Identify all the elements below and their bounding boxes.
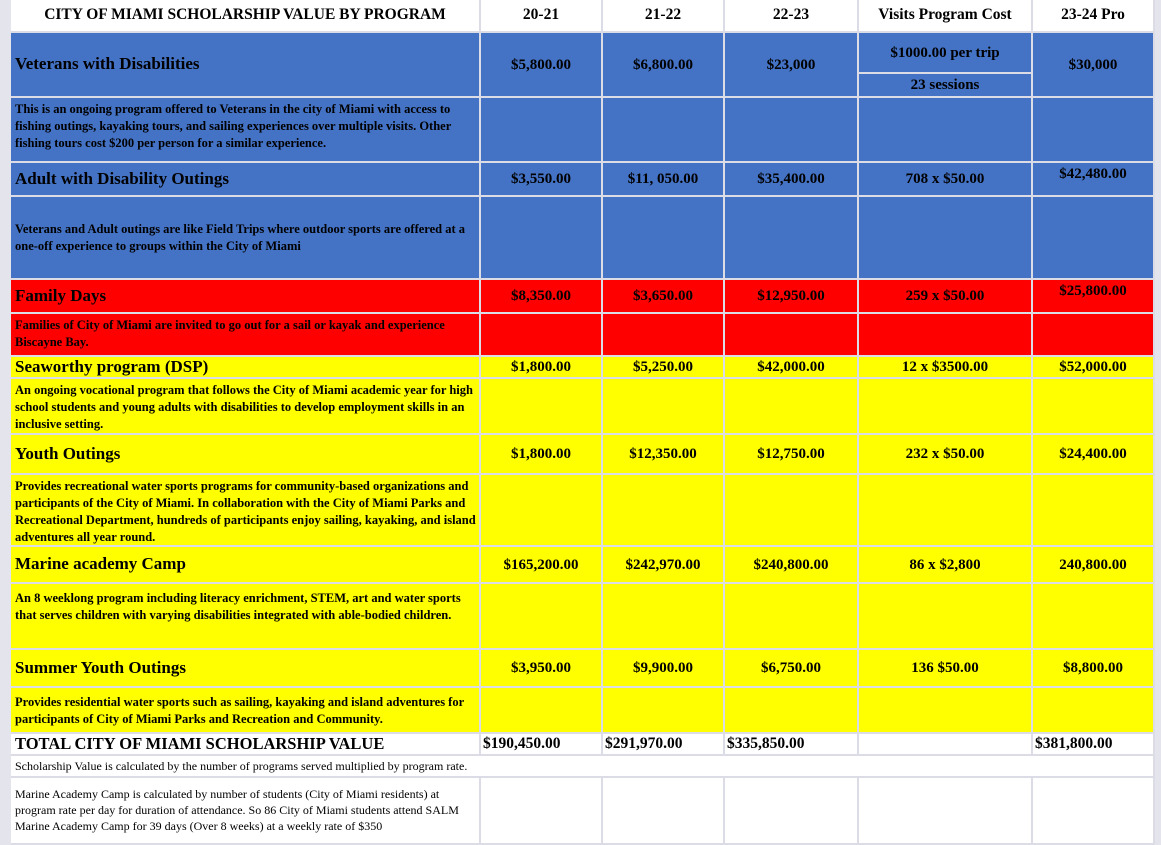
visits-cost: 12 x $3500.00 — [859, 357, 1033, 379]
description-row-family-days — [11, 314, 1155, 357]
visits-cost: 708 x $50.00 — [859, 163, 1033, 197]
value-2122: $242,970.00 — [603, 547, 725, 584]
program-name: Family Days — [11, 280, 481, 314]
calc-note-row — [11, 756, 1155, 778]
visits-cost: 136 $50.00 — [859, 650, 1033, 688]
value-2223: $42,000.00 — [725, 357, 859, 379]
total-2223: $335,850.00 — [725, 734, 859, 756]
header-col-2021: 20-21 — [481, 0, 603, 33]
program-row-youth-outings — [11, 435, 1155, 475]
description-row-adult-outings — [11, 197, 1155, 280]
visits-cost: $1000.00 per trip — [859, 33, 1031, 74]
program-row-family-days — [11, 280, 1155, 314]
total-2122: $291,970.00 — [603, 734, 725, 756]
program-name: Marine academy Camp — [11, 547, 481, 584]
total-visits — [859, 734, 1033, 756]
total-2324: $381,800.00 — [1033, 734, 1155, 756]
value-2324: $52,000.00 — [1033, 357, 1155, 379]
value-2223: $23,000 — [725, 33, 859, 98]
program-description: This is an ongoing program offered to Veterans in the city of Miami with access to fishing outings, kayaking tours, and sailing experiences over multiple visits. Other fishing tours cost $200 per person for a similar experience. — [11, 98, 481, 163]
value-2122: $12,350.00 — [603, 435, 725, 475]
value-2122: $3,650.00 — [603, 280, 725, 314]
value-2223: $35,400.00 — [725, 163, 859, 197]
header-title: CITY OF MIAMI SCHOLARSHIP VALUE BY PROGRAM — [11, 0, 481, 33]
program-description: An 8 weeklong program including literacy enrichment, STEM, art and water sports that serves children with varying disabilities integrated with able-bodied children. — [11, 584, 481, 650]
description-row-summer-youth — [11, 688, 1155, 734]
total-2021: $190,450.00 — [481, 734, 603, 756]
value-2021: $3,550.00 — [481, 163, 603, 197]
program-name: Seaworthy program (DSP) — [11, 357, 481, 379]
program-description: An ongoing vocational program that follows the City of Miami academic year for high school students and young adults with disabilities to develop employment skills in an inclusive setting. — [11, 379, 481, 435]
calc-note: Scholarship Value is calculated by the number of programs served multiplied by program rate. — [11, 756, 1155, 778]
header-col-visits: Visits Program Cost — [859, 0, 1033, 33]
value-2324: $25,800.00 — [1033, 280, 1155, 314]
header-col-2122: 21-22 — [603, 0, 725, 33]
visits-cost: 232 x $50.00 — [859, 435, 1033, 475]
marine-note: Marine Academy Camp is calculated by number of students (City of Miami residents) at program rate per day for duration of attendance. So 86 City of Miami students attend SALM Marine Academy Camp for 39 days (Over 8 weeks) at a weekly rate of $350 — [11, 778, 481, 845]
header-col-2223: 22-23 — [725, 0, 859, 33]
description-row-veterans — [11, 98, 1155, 163]
value-2122: $9,900.00 — [603, 650, 725, 688]
value-2324: $24,400.00 — [1033, 435, 1155, 475]
value-2324: 240,800.00 — [1033, 547, 1155, 584]
value-2021: $165,200.00 — [481, 547, 603, 584]
header-col-2324: 23-24 Pro — [1033, 0, 1155, 33]
visits-sessions: 23 sessions — [910, 77, 980, 93]
description-row-marine-academy — [11, 584, 1155, 650]
program-description: Families of City of Miami are invited to go out for a sail or kayak and experience Biscayne Bay. — [11, 314, 481, 357]
program-row-adult-outings — [11, 163, 1155, 197]
value-2122: $6,800.00 — [603, 33, 725, 98]
total-label: TOTAL CITY OF MIAMI SCHOLARSHIP VALUE — [11, 734, 481, 756]
value-2223: $12,750.00 — [725, 435, 859, 475]
value-2021: $1,800.00 — [481, 435, 603, 475]
program-row-seaworthy — [11, 357, 1155, 379]
program-description: Provides residential water sports such as sailing, kayaking and island adventures for participants of City of Miami Parks and Recreation and Community. — [11, 688, 481, 734]
value-2021: $5,800.00 — [481, 33, 603, 98]
value-2223: $240,800.00 — [725, 547, 859, 584]
value-2021: $3,950.00 — [481, 650, 603, 688]
value-2122: $11, 050.00 — [603, 163, 725, 197]
value-2223: $6,750.00 — [725, 650, 859, 688]
visits-cost: 259 x $50.00 — [859, 280, 1033, 314]
header-row — [11, 0, 1155, 33]
program-name: Youth Outings — [11, 435, 481, 475]
program-name: Adult with Disability Outings — [11, 163, 481, 197]
total-row — [11, 734, 1155, 756]
value-2324: $30,000 — [1033, 33, 1155, 98]
value-2021: $8,350.00 — [481, 280, 603, 314]
program-description: Provides recreational water sports programs for community-based organizations and participants of the City of Miami. In collaboration with the City of Miami Parks and Recreational Department, hundreds of participants enjoy sailing, kayaking, and island adventures all year round. — [11, 475, 481, 547]
visits-cost: 86 x $2,800 — [859, 547, 1033, 584]
program-row-summer-youth — [11, 650, 1155, 688]
value-2122: $5,250.00 — [603, 357, 725, 379]
value-2324: $8,800.00 — [1033, 650, 1155, 688]
program-name: Veterans with Disabilities — [11, 33, 481, 98]
program-description: Veterans and Adult outings are like Field Trips where outdoor sports are offered at a one-off experience to groups within the City of Miami — [11, 197, 481, 280]
description-row-youth-outings — [11, 475, 1155, 547]
visits-cost-cell — [859, 33, 1033, 98]
value-2223: $12,950.00 — [725, 280, 859, 314]
description-row-seaworthy — [11, 379, 1155, 435]
program-name: Summer Youth Outings — [11, 650, 481, 688]
value-2021: $1,800.00 — [481, 357, 603, 379]
value-2324: $42,480.00 — [1033, 163, 1155, 197]
program-row-marine-academy — [11, 547, 1155, 584]
marine-note-row — [11, 778, 1155, 845]
program-row-veterans — [11, 33, 1155, 98]
